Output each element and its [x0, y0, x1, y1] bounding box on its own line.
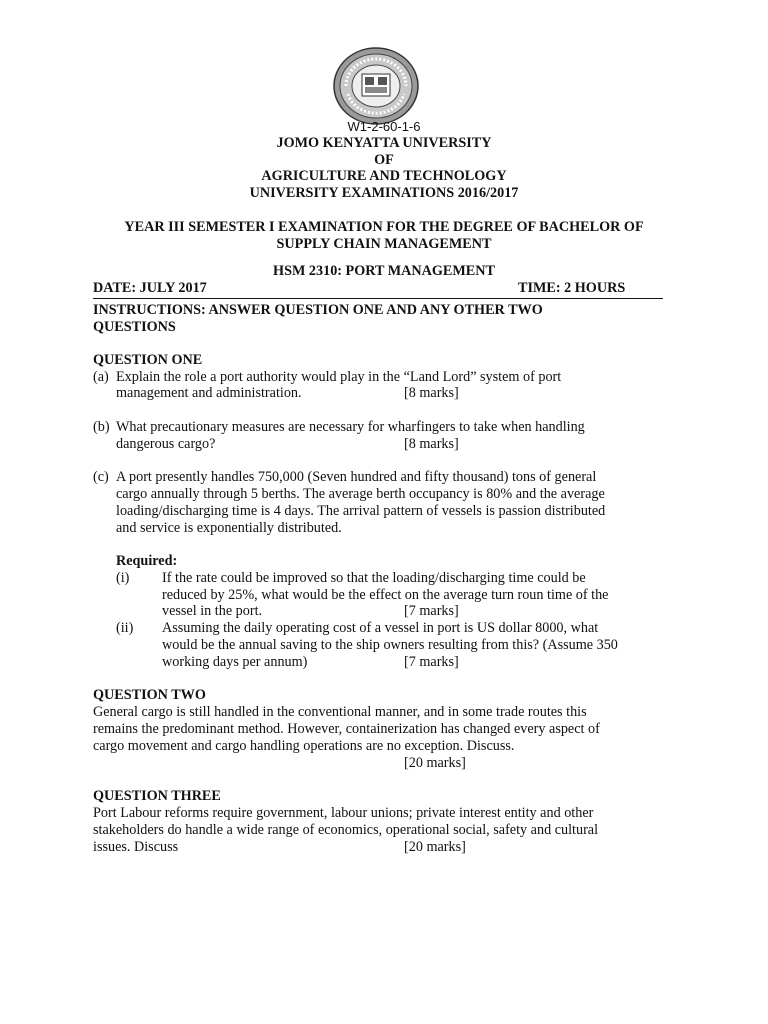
q1a-marks: [8 marks]: [404, 385, 459, 401]
q1c-i-marks: [7 marks]: [404, 603, 459, 619]
university-seal-logo: [332, 46, 420, 126]
exam-code: W1-2-60-1-6: [347, 119, 421, 134]
q3-text-line1: Port Labour reforms require government, labour unions; private interest entity and other: [93, 805, 594, 821]
q1c-i-text-line2: reduced by 25%, what would be the effect on the average turn roun time of the: [162, 587, 609, 603]
header-divider: [93, 298, 663, 299]
q1a-text-line2: management and administration.: [116, 385, 302, 401]
q1c-i-text-line3: vessel in the port.: [162, 603, 263, 619]
q1c-text-line1: A port presently handles 750,000 (Seven hundred and fifty thousand) tons of general: [116, 469, 597, 485]
q1a-text-line1: Explain the role a port authority would play in the “Land Lord” system of port: [116, 369, 562, 385]
exam-title-line2: SUPPLY CHAIN MANAGEMENT: [276, 236, 492, 252]
q1c-ii-text-line1: Assuming the daily operating cost of a vessel in port is US dollar 8000, what: [162, 620, 599, 636]
q1b-marks: [8 marks]: [404, 436, 459, 452]
q1c-i-text-line1: If the rate could be improved so that the loading/discharging time could be: [162, 570, 586, 586]
instructions-line2: QUESTIONS: [93, 319, 176, 335]
q1c-ii-text-line2: would be the annual saving to the ship owners resulting from this? (Assume 350: [162, 637, 618, 653]
exam-time: TIME: 2 HOURS: [518, 280, 626, 296]
exam-title-line1: YEAR III SEMESTER I EXAMINATION FOR THE DEGREE OF BACHELOR OF: [124, 219, 644, 235]
q1b-label: (b): [93, 419, 110, 435]
q3-marks: [20 marks]: [404, 839, 466, 855]
q1c-text-line3: loading/discharging time is 4 days. The arrival pattern of vessels is passion distributed: [116, 503, 606, 519]
course-title: HSM 2310: PORT MANAGEMENT: [273, 263, 495, 279]
instructions-line1: INSTRUCTIONS: ANSWER QUESTION ONE AND ANY OTHER TWO: [93, 302, 543, 318]
q1c-ii-text-line3: working days per annum): [162, 654, 308, 670]
university-name-line2: OF: [374, 152, 394, 168]
exam-session: UNIVERSITY EXAMINATIONS 2016/2017: [249, 185, 519, 201]
q2-text-line3: cargo movement and cargo handling operations are no exception. Discuss.: [93, 738, 515, 754]
q3-text-line3: issues. Discuss: [93, 839, 179, 855]
q1c-ii-label: (ii): [116, 620, 134, 636]
q1c-text-line2: cargo annually through 5 berths. The average berth occupancy is 80% and the average: [116, 486, 605, 502]
q1b-text-line1: What precautionary measures are necessary for wharfingers to take when handling: [116, 419, 585, 435]
q1c-ii-marks: [7 marks]: [404, 654, 459, 670]
exam-date: DATE: JULY 2017: [93, 280, 207, 296]
question-three-heading: QUESTION THREE: [93, 788, 221, 804]
q1c-label: (c): [93, 469, 109, 485]
q2-marks: [20 marks]: [404, 755, 466, 771]
q1c-text-line4: and service is exponentially distributed.: [116, 520, 342, 536]
question-one-heading: QUESTION ONE: [93, 352, 203, 368]
q2-text-line1: General cargo is still handled in the conventional manner, and in some trade routes this: [93, 704, 587, 720]
q2-text-line2: remains the predominant method. However, containerization has changed every aspect of: [93, 721, 600, 737]
q3-text-line2: stakeholders do handle a wide range of economics, operational social, safety and cultural: [93, 822, 599, 838]
q1c-i-label: (i): [116, 570, 130, 586]
q1a-label: (a): [93, 369, 109, 385]
university-name-line3: AGRICULTURE AND TECHNOLOGY: [261, 168, 507, 184]
university-name-line1: JOMO KENYATTA UNIVERSITY: [276, 135, 492, 151]
question-two-heading: QUESTION TWO: [93, 687, 206, 703]
required-heading: Required:: [116, 553, 178, 569]
q1b-text-line2: dangerous cargo?: [116, 436, 216, 452]
